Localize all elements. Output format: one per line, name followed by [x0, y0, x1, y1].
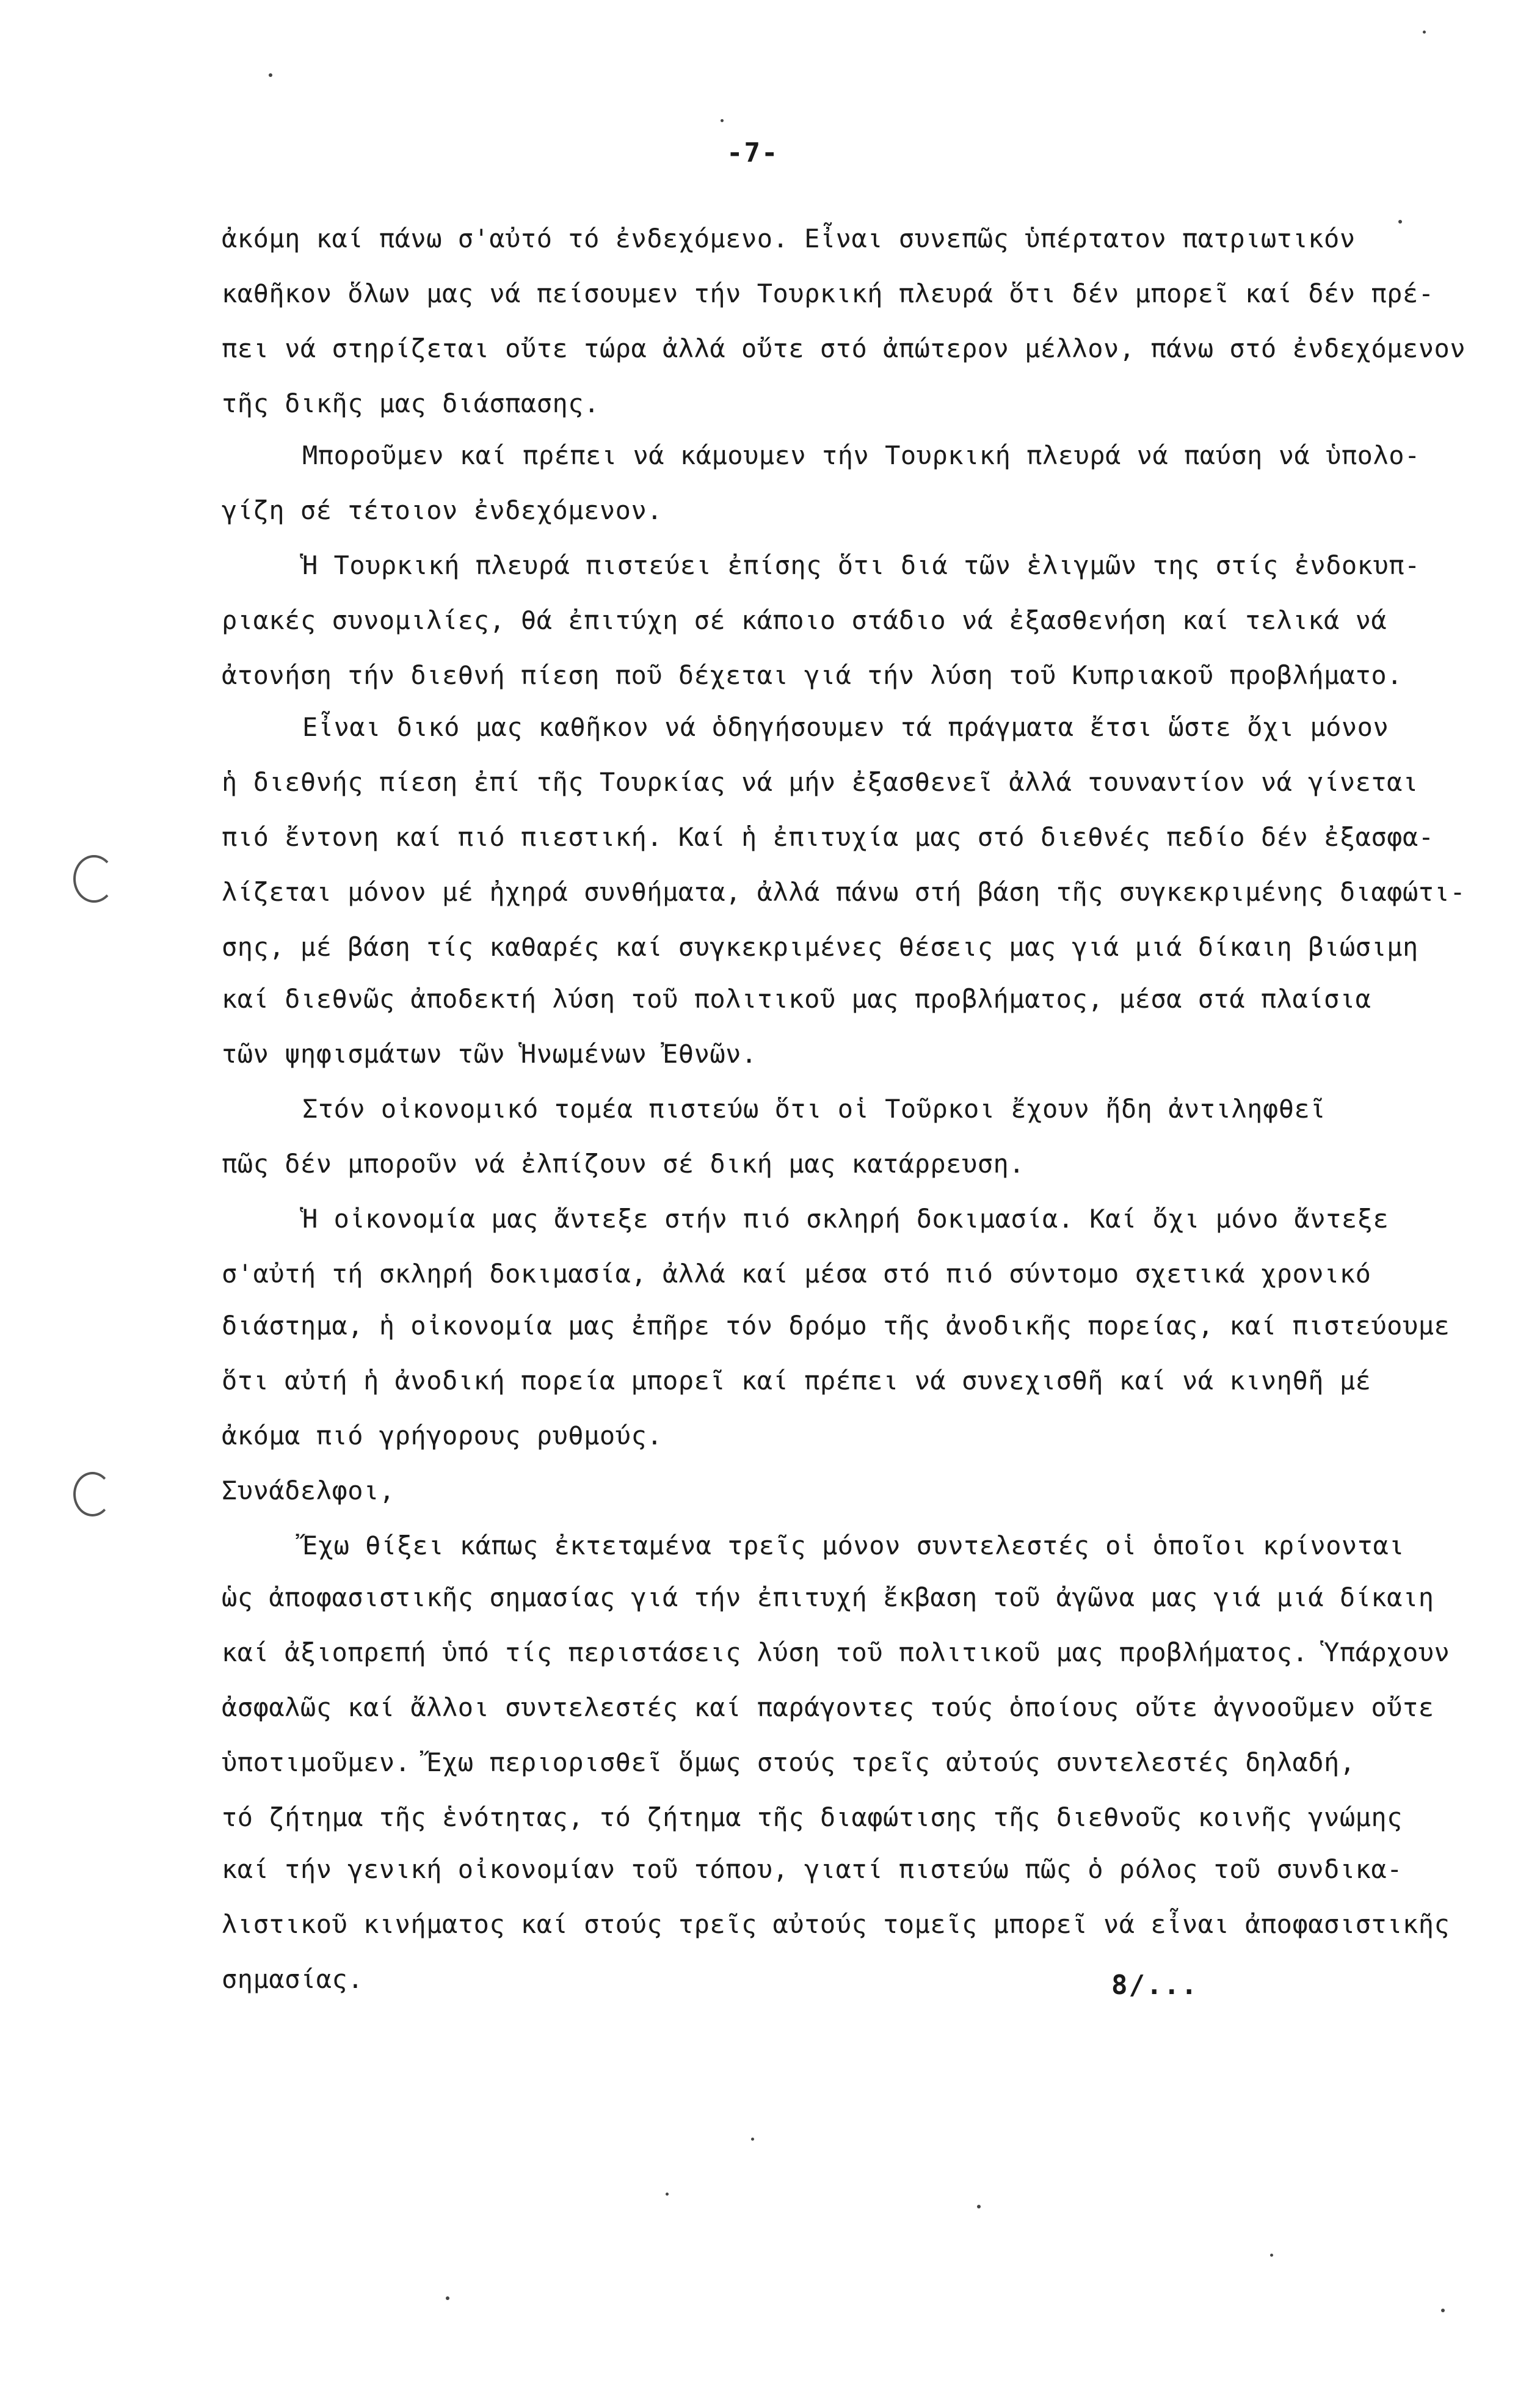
text-line: ἀκόμα πιό γρήγορους ρυθμούς.: [222, 1421, 663, 1451]
text-line: ἀσφαλῶς καί ἄλλοι συντελεστές καί παράγοντες τούς ὁποίους οὔτε ἀγνοοῦμεν οὔτε: [222, 1692, 1434, 1722]
scan-speck: [721, 119, 724, 122]
text-line: πιό ἔντονη καί πιό πιεστική. Καί ἡ ἐπιτυχία μας στό διεθνές πεδίο δέν ἐξασφα-: [222, 822, 1434, 852]
scan-speck: [269, 73, 272, 77]
margin-mark: [73, 1472, 112, 1516]
text-line: λίζεται μόνον μέ ἠχηρά συνθήματα, ἀλλά πάνω στή βάση τῆς συγκεκριμένης διαφώτι-: [222, 877, 1466, 907]
text-line: ριακές συνομιλίες, θά ἐπιτύχη σέ κάποιο στάδιο νά ἐξασθενήση καί τελικά νά: [222, 605, 1387, 635]
continuation-reference: 8/...: [1111, 1970, 1199, 2001]
text-line: Συνάδελφοι,: [222, 1476, 395, 1505]
text-line: γίζη σέ τέτοιον ἐνδεχόμενον.: [222, 495, 663, 525]
text-line: καθῆκον ὅλων μας νά πείσουμεν τήν Τουρκική πλευρά ὅτι δέν μπορεῖ καί δέν πρέ-: [222, 278, 1434, 308]
text-line: ἡ διεθνής πίεση ἐπί τῆς Τουρκίας νά μήν ἐξασθενεῖ ἀλλά τουναντίον νά γίνεται: [222, 767, 1418, 797]
text-line: πει νά στηρίζεται οὔτε τώρα ἀλλά οὔτε στό ἀπώτερον μέλλον, πάνω στό ἐνδεχόμενον: [222, 333, 1466, 363]
page-number: -7-: [727, 137, 779, 169]
text-line: σ'αὐτή τή σκληρή δοκιμασία, ἀλλά καί μέσα στό πιό σύντομο σχετικά χρονικό: [222, 1259, 1371, 1289]
scan-speck: [446, 2296, 449, 2300]
text-line: λιστικοῦ κινήματος καί στούς τρεῖς αὐτούς τομεῖς μπορεῖ νά εἶναι ἀποφασιστικῆς: [222, 1909, 1450, 1939]
scan-speck: [666, 2193, 669, 2196]
text-line: καί τήν γενική οἰκονομίαν τοῦ τόπου, γιατί πιστεύω πῶς ὁ ρόλος τοῦ συνδικα-: [222, 1854, 1403, 1884]
text-line: ὑποτιμοῦμεν. Ἔχω περιορισθεῖ ὅμως στούς τρεῖς αὐτούς συντελεστές δηλαδή,: [222, 1747, 1356, 1777]
text-line: πῶς δέν μποροῦν νά ἐλπίζουν σέ δική μας κατάρρευση.: [222, 1149, 1025, 1179]
text-line: τῆς δικῆς μας διάσπασης.: [222, 388, 600, 418]
text-line: Ἔχω θίξει κάπως ἐκτεταμένα τρεῖς μόνον συντελεστές οἱ ὁποῖοι κρίνονται: [302, 1531, 1405, 1560]
scan-speck: [977, 2205, 981, 2208]
text-line: Μποροῦμεν καί πρέπει νά κάμουμεν τήν Τουρκική πλευρά νά παύση νά ὑπολο-: [302, 440, 1420, 470]
scan-speck: [1270, 2254, 1273, 2257]
text-line: τό ζήτημα τῆς ἑνότητας, τό ζήτημα τῆς διαφώτισης τῆς διεθνοῦς κοινῆς γνώμης: [222, 1802, 1403, 1832]
text-line: σης, μέ βάση τίς καθαρές καί συγκεκριμένες θέσεις μας γιά μιά δίκαιη βιώσιμη: [222, 932, 1418, 962]
text-line: σημασίας.: [222, 1964, 364, 1994]
text-line: διάστημα, ἡ οἰκονομία μας ἐπῆρε τόν δρόμο τῆς ἀνοδικῆς πορείας, καί πιστεύουμε: [222, 1311, 1450, 1341]
text-line: Στόν οἰκονομικό τομέα πιστεύω ὅτι οἱ Τοῦρκοι ἔχουν ἤδη ἀντιληφθεῖ: [302, 1094, 1326, 1124]
text-line: καί ἀξιοπρεπή ὑπό τίς περιστάσεις λύση τοῦ πολιτικοῦ μας προβλήματος. Ὑπάρχουν: [222, 1637, 1450, 1667]
text-line: ἀκόμη καί πάνω σ'αὐτό τό ἐνδεχόμενο. Εἶναι συνεπῶς ὑπέρτατον πατριωτικόν: [222, 224, 1356, 253]
text-line: ὡς ἀποφασιστικῆς σημασίας γιά τήν ἐπιτυχή ἔκβαση τοῦ ἀγῶνα μας γιά μιά δίκαιη: [222, 1582, 1434, 1612]
text-line: καί διεθνῶς ἀποδεκτή λύση τοῦ πολιτικοῦ μας προβλήματος, μέσα στά πλαίσια: [222, 984, 1371, 1014]
scan-speck: [751, 2138, 754, 2141]
text-line: τῶν ψηφισμάτων τῶν Ἡνωμένων Ἐθνῶν.: [222, 1039, 757, 1069]
text-line: ὅτι αὐτή ἡ ἀνοδική πορεία μπορεῖ καί πρέπει νά συνεχισθῆ καί νά κινηθῆ μέ: [222, 1366, 1371, 1396]
text-line: Ἡ οἰκονομία μας ἄντεξε στήν πιό σκληρή δοκιμασία. Καί ὄχι μόνο ἄντεξε: [302, 1204, 1389, 1234]
margin-mark: [73, 855, 115, 903]
text-line: Ἡ Τουρκική πλευρά πιστεύει ἐπίσης ὅτι διά τῶν ἑλιγμῶν της στίς ἐνδοκυπ-: [302, 550, 1420, 580]
scan-speck: [1423, 31, 1426, 34]
scan-speck: [1398, 220, 1402, 224]
text-line: ἀτονήση τήν διεθνή πίεση ποῦ δέχεται γιά τήν λύση τοῦ Κυπριακοῦ προβλήματο.: [222, 660, 1403, 690]
scan-speck: [1441, 2309, 1445, 2312]
text-line: Εἶναι δικό μας καθῆκον νά ὁδηγήσουμεν τά πράγματα ἔτσι ὥστε ὄχι μόνον: [302, 712, 1389, 742]
